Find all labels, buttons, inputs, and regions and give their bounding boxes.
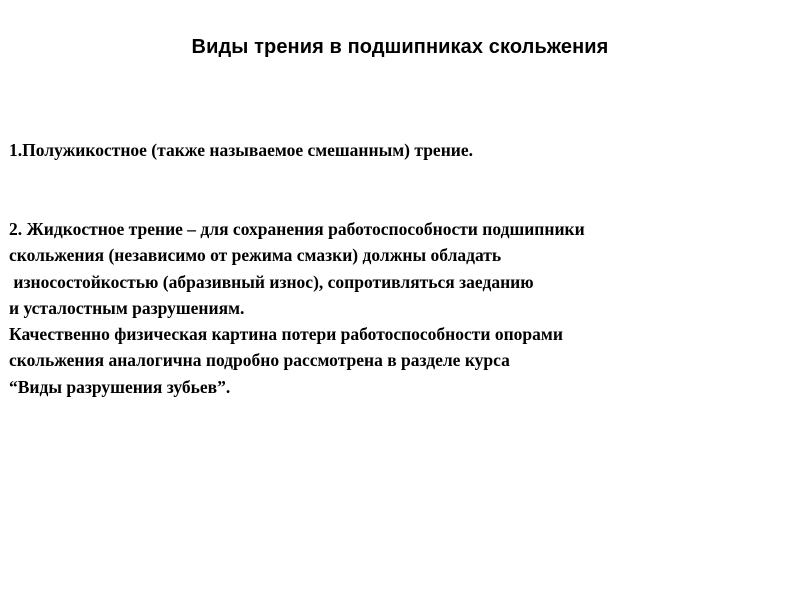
slide-title: Виды трения в подшипниках скольжения <box>191 36 609 58</box>
text-line: “Виды разрушения зубьев”. <box>9 376 231 397</box>
friction-item-2 <box>9 216 789 400</box>
text-line: 2. Жидкостное трение – для сохранения работоспособности подшипники <box>9 219 585 239</box>
text-line: Качественно физическая картина потери работоспособности опорами <box>9 324 563 345</box>
text-line: износостойкостью (абразивный износ), сопротивляться заеданию <box>9 271 534 292</box>
text-line: скольжения (независимо от режима смазки) должны обладать <box>9 245 502 266</box>
friction-item-1: 1.Полужикостное (также называемое смешанным) трение. <box>9 140 474 160</box>
text-line: и усталостным разрушениям. <box>9 297 245 318</box>
text-line: скольжения аналогична подробно рассмотрена в разделе курса <box>9 350 510 371</box>
